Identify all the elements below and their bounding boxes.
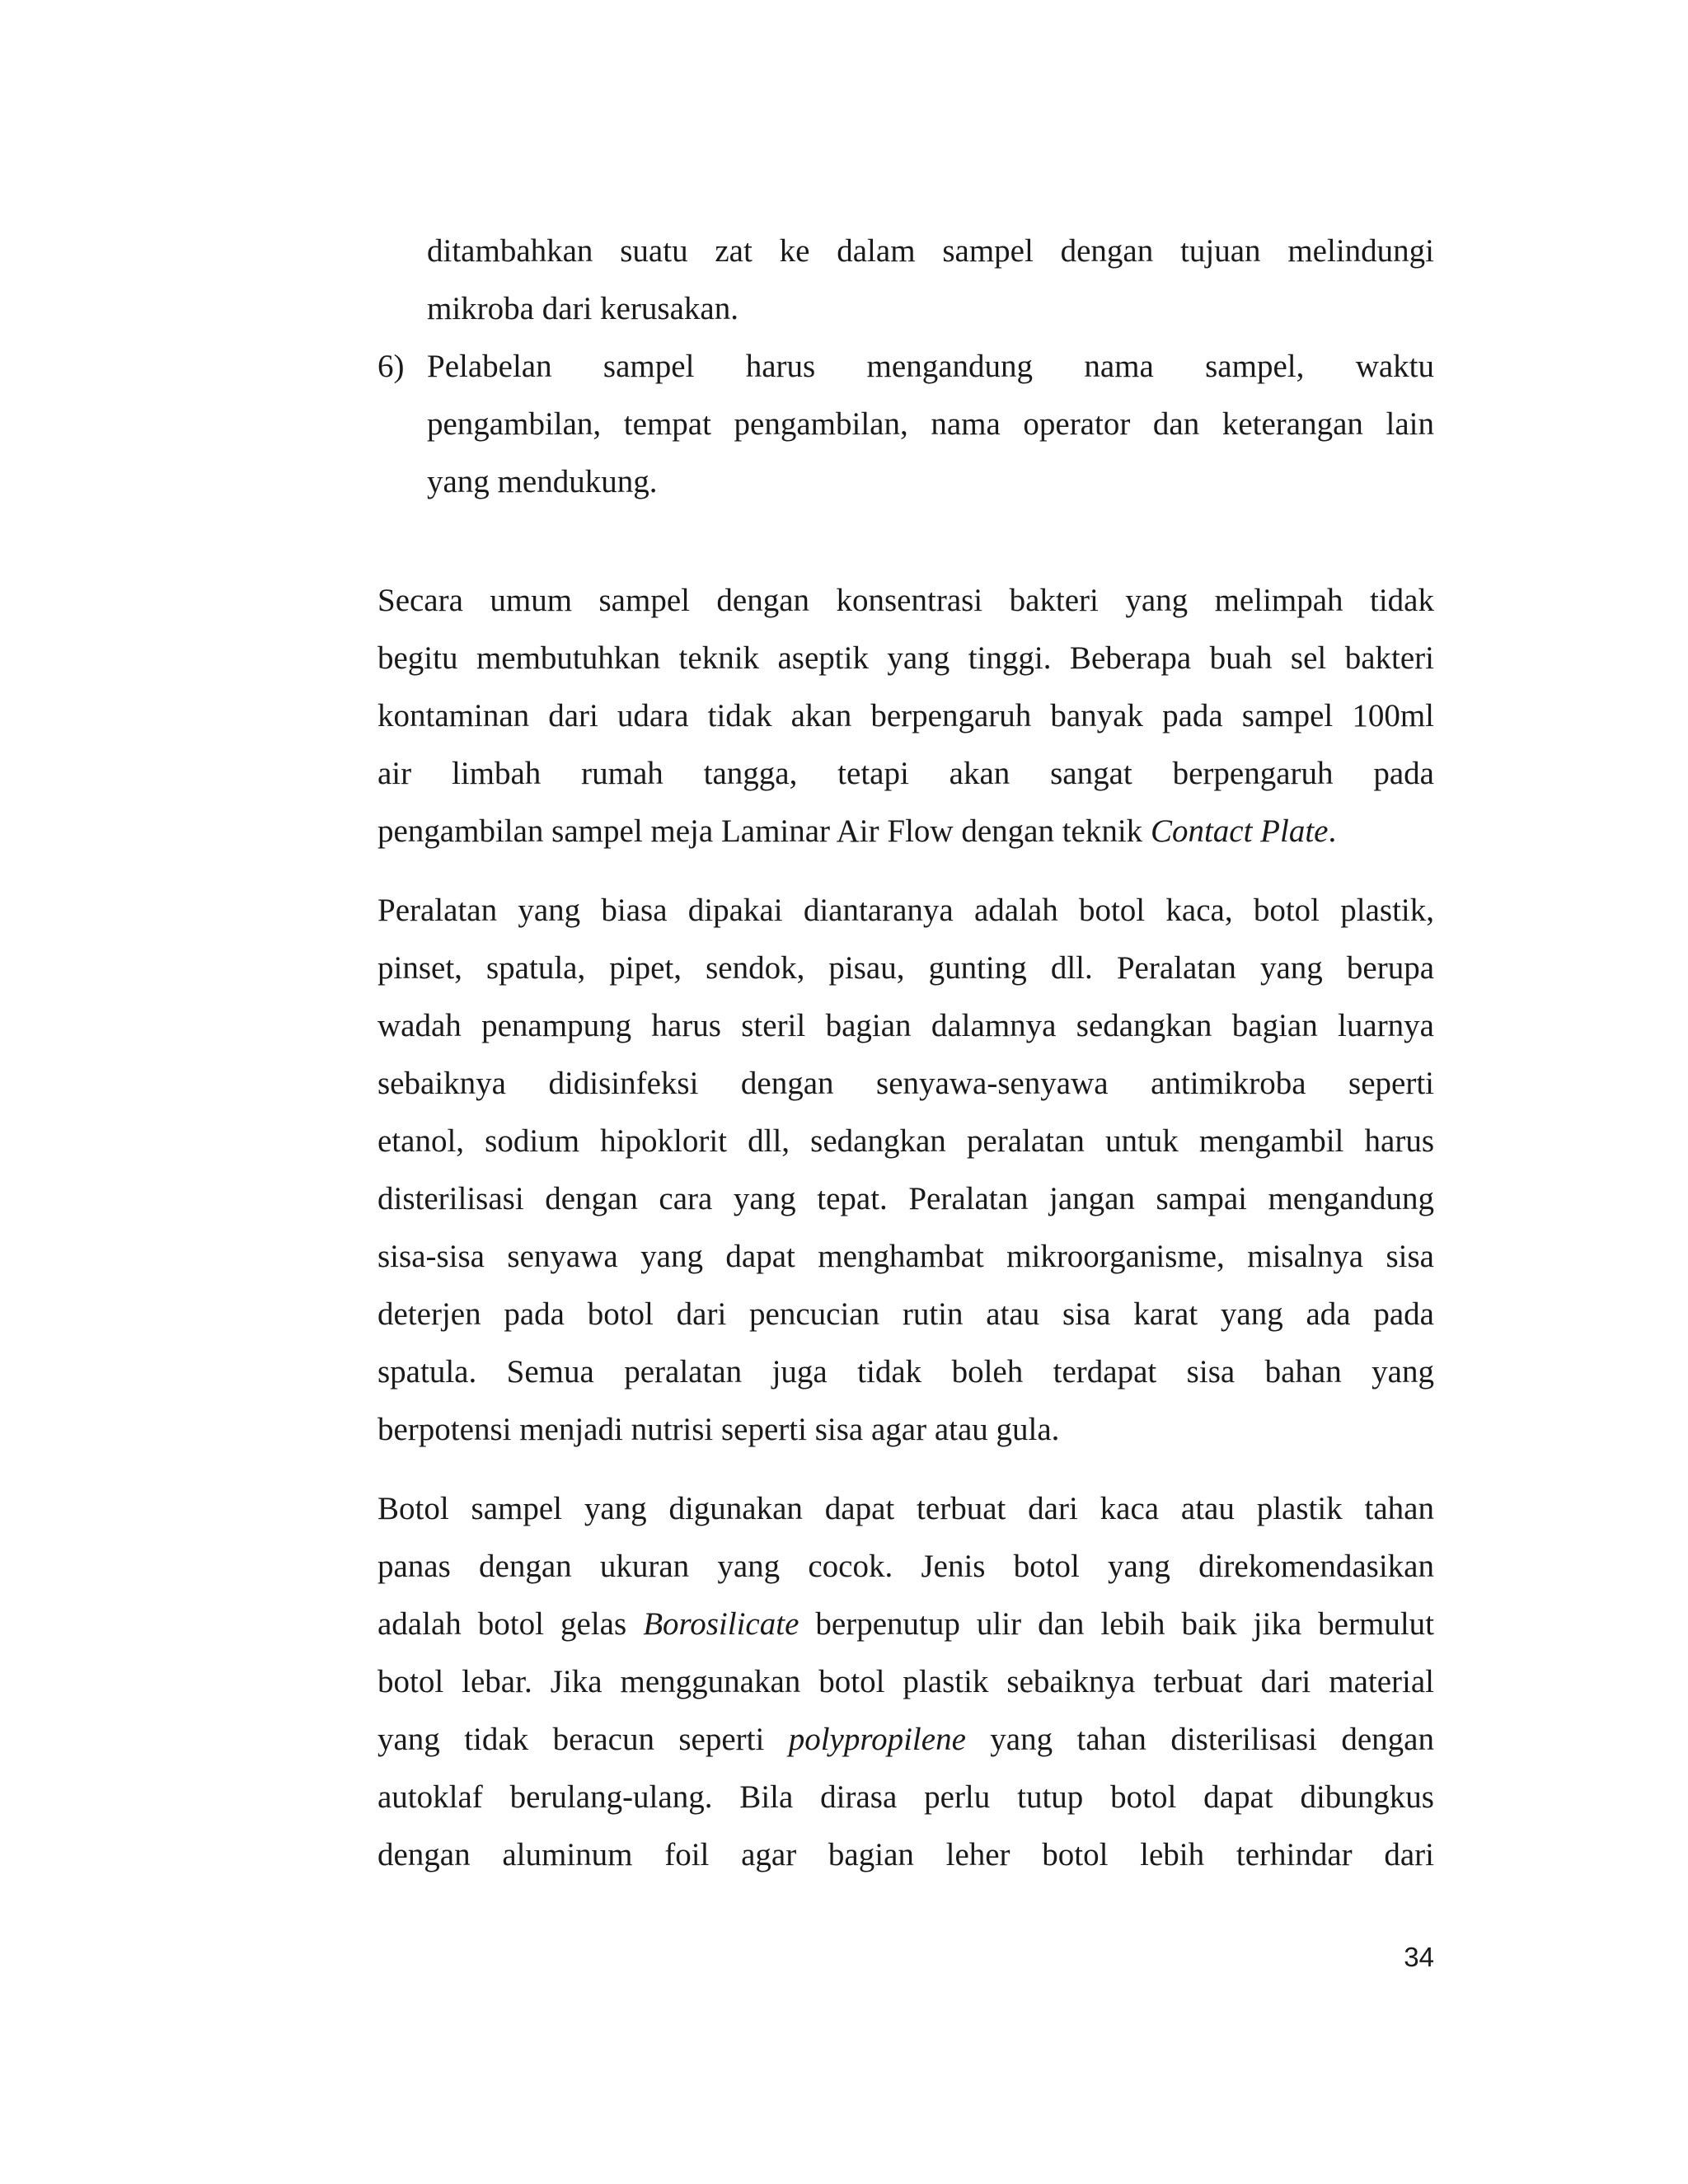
paragraph-line: wadah penampung harus steril bagian dalamnya sedangkan bagian luarnya	[377, 1008, 1434, 1043]
paragraph-line: botol lebar. Jika menggunakan botol plastik sebaiknya terbuat dari material	[377, 1664, 1434, 1699]
list-item-text: pengambilan, tempat pengambilan, nama operator dan keterangan lain	[427, 406, 1434, 442]
paragraph-line: Peralatan yang biasa dipakai diantaranya adalah botol kaca, botol plastik,	[377, 893, 1434, 928]
italic-term: Contact Plate	[1150, 813, 1329, 849]
list-item-6	[377, 338, 1434, 396]
paragraph-line: disterilisasi dengan cara yang tepat. Peralatan jangan sampai mengandung	[377, 1181, 1434, 1216]
text-run: adalah botol gelas	[377, 1606, 644, 1642]
paragraph-line: air limbah rumah tangga, tetapi akan sangat berpengaruh pada	[377, 756, 1434, 791]
paragraph-line: autoklaf berulang-ulang. Bila dirasa perlu tutup botol dapat dibungkus	[377, 1779, 1434, 1815]
paragraph-line	[377, 803, 1434, 860]
text-run: .	[1328, 813, 1337, 849]
list-item-continuation-line: ditambahkan suatu zat ke dalam sampel dengan tujuan melindungi	[427, 233, 1434, 269]
paragraph-line: pinset, spatula, pipet, sendok, pisau, gunting dll. Peralatan yang berupa	[377, 950, 1434, 986]
paragraph-line: Botol sampel yang digunakan dapat terbuat dari kaca atau plastik tahan	[377, 1491, 1434, 1526]
paragraph-line: etanol, sodium hipoklorit dll, sedangkan peralatan untuk mengambil harus	[377, 1123, 1434, 1159]
paragraph-line: sebaiknya didisinfeksi dengan senyawa-senyawa antimikroba seperti	[377, 1066, 1434, 1101]
list-item-number: 6)	[377, 349, 405, 384]
paragraph-line: deterjen pada botol dari pencucian rutin atau sisa karat yang ada pada	[377, 1296, 1434, 1332]
paragraph-line: panas dengan ukuran yang cocok. Jenis botol yang direkomendasikan	[377, 1549, 1434, 1584]
text-run: berpenutup ulir dan lebih baik jika bermulut	[799, 1606, 1434, 1642]
text-run: yang tahan disterilisasi dengan	[965, 1722, 1434, 1757]
paragraph-line: begitu membutuhkan teknik aseptik yang tinggi. Beberapa buah sel bakteri	[377, 640, 1434, 676]
italic-term: Borosilicate	[643, 1606, 799, 1642]
paragraph-line: dengan aluminum foil agar bagian leher botol lebih terhindar dari	[377, 1837, 1434, 1872]
paragraph-line: spatula. Semua peralatan juga tidak boleh terdapat sisa bahan yang	[377, 1354, 1434, 1390]
text-run: yang tidak beracun seperti	[377, 1722, 789, 1757]
page-number: 34	[1404, 1942, 1434, 1972]
paragraph-sampling-asepsis	[377, 572, 1434, 860]
paragraph-line: kontaminan dari udara tidak akan berpengaruh banyak pada sampel 100ml	[377, 698, 1434, 733]
text-run: pengambilan sampel meja Laminar Air Flow dengan teknik	[377, 813, 1151, 849]
list-item-text: Pelabelan sampel harus mengandung nama sampel, waktu	[427, 349, 1434, 384]
paragraph-line: Secara umum sampel dengan konsentrasi bakteri yang melimpah tidak	[377, 583, 1434, 618]
list-item-continuation-line: mikroba dari kerusakan.	[427, 291, 738, 326]
page-body	[377, 223, 1434, 1884]
paragraph-line	[377, 1596, 1434, 1653]
paragraph-sample-bottle	[377, 1480, 1434, 1884]
list-item-text: yang mendukung.	[427, 464, 658, 499]
paragraph-line: berpotensi menjadi nutrisi seperti sisa agar atau gula.	[377, 1412, 1060, 1447]
italic-term: polypropilene	[788, 1722, 966, 1757]
paragraph-line: sisa-sisa senyawa yang dapat menghambat mikroorganisme, misalnya sisa	[377, 1239, 1434, 1274]
paragraph-equipment	[377, 882, 1434, 1459]
paragraph-line	[377, 1711, 1434, 1769]
